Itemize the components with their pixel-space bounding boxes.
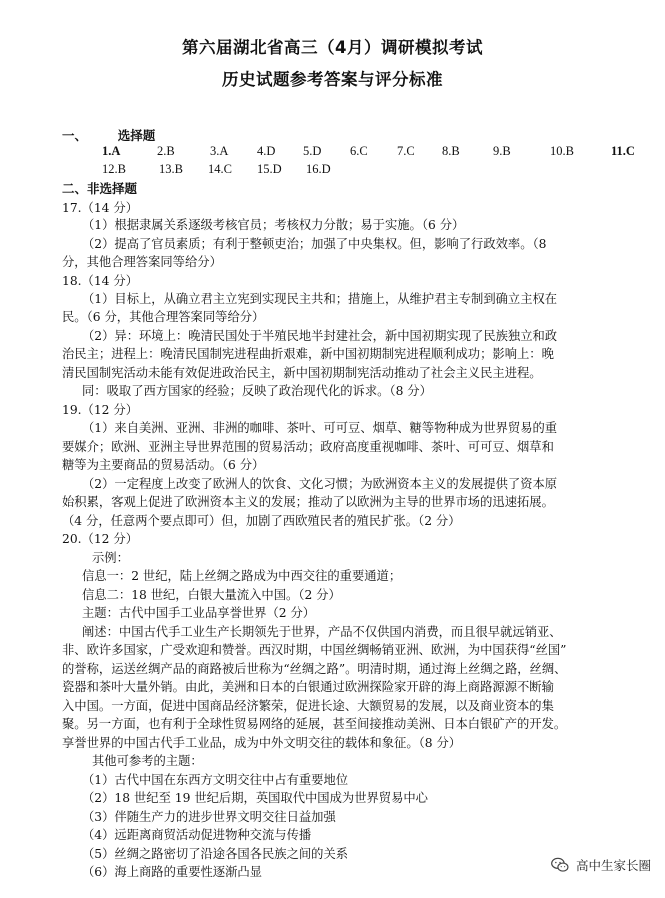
text-line: （1）根据隶属关系逐级考核官员；考核权力分散；易于实施。（6 分） bbox=[82, 218, 465, 232]
watermark-text: 高中生家长圈 bbox=[575, 858, 651, 873]
section-2-heading: 二、非选择题 bbox=[62, 181, 138, 196]
text-line: 清民国制宪活动未能有效促进政治民主，新中国初期制宪活动推动了社会主义民主进程。 bbox=[62, 366, 542, 380]
text-line: （4）远距离商贸活动促进物种交流与传播 bbox=[82, 828, 312, 842]
text-line: （2）提高了官员素质；有利于整顿吏治；加强了中央集权。但，影响了行政效率。（8 bbox=[82, 237, 547, 251]
text-line: 18.（14 分） bbox=[62, 274, 139, 288]
answer-item: 15.D bbox=[257, 162, 282, 176]
text-line: （2）18 世纪至 19 世纪后期，英国取代中国成为世界贸易中心 bbox=[82, 791, 428, 805]
answer-item: 7.C bbox=[397, 144, 415, 158]
text-line: （5）丝绸之路密切了沿途各国各民族之间的关系 bbox=[82, 847, 349, 861]
text-line: 示例： bbox=[92, 551, 129, 565]
text-line: 主题：古代中国手工业品享誉世界（2 分） bbox=[82, 606, 316, 620]
text-line: 要媒介；欧洲、亚洲主导世界范围的贸易活动；政府高度重视咖啡、茶叶、可可豆、烟草和 bbox=[62, 440, 554, 454]
answer-item: 14.C bbox=[208, 162, 232, 176]
section-1-label: 选择题 bbox=[117, 128, 156, 143]
text-line: 瓷器和茶叶大量外销。由此，美洲和日本的白银通过欧洲探险家开辟的海上商路源源不断输 bbox=[62, 680, 554, 694]
answer-item: 13.B bbox=[159, 162, 183, 176]
text-line: 17.（14 分） bbox=[62, 201, 139, 215]
text-line: （4 分，任意两个要点即可）但，加剧了西欧殖民者的殖民扩张。（2 分） bbox=[62, 514, 461, 528]
answer-item: 11.C bbox=[611, 144, 635, 158]
answer-item: 2.B bbox=[157, 144, 175, 158]
answer-item: 5.D bbox=[303, 144, 322, 158]
text-line: 信息二：18 世纪，白银大量流入中国。（2 分） bbox=[82, 588, 341, 602]
text-line: 享誉世界的中国古代手工业品，成为中外文明交往的载体和象征。（8 分） bbox=[62, 736, 462, 750]
document-subtitle: 历史试题参考答案与评分标准 bbox=[222, 70, 443, 89]
text-line: 信息一：2 世纪，陆上丝绸之路成为中西交往的重要通道； bbox=[82, 569, 402, 583]
text-line: 19.（12 分） bbox=[62, 403, 139, 417]
text-line: 入中国。一方面，促进中国商品经济繁荣，促进长途、大额贸易的发展，以及商业资本的集 bbox=[62, 699, 554, 713]
text-line: （6）海上商路的重要性逐渐凸显 bbox=[82, 865, 262, 879]
watermark bbox=[550, 855, 651, 875]
text-line: （1）古代中国在东西方文明交往中占有重要地位 bbox=[82, 773, 349, 787]
answer-item: 8.B bbox=[442, 144, 460, 158]
answer-item: 9.B bbox=[493, 144, 511, 158]
text-line: 始积累，客观上促进了欧洲资本主义的发展；推动了以欧洲为主导的世界市场的迅速拓展。 bbox=[62, 495, 554, 509]
text-line: 聚。另一方面，也有利于全球性贸易网络的延展，甚至间接推动美洲、日本白银矿产的开发。 bbox=[62, 717, 567, 731]
text-line: （1）来自美洲、亚洲、非洲的咖啡、茶叶、可可豆、烟草、糖等物种成为世界贸易的重 bbox=[82, 421, 558, 435]
text-line: 同：吸取了西方国家的经验；反映了政治现代化的诉求。（8 分） bbox=[82, 384, 432, 398]
text-line: 分，其他合理答案同等给分） bbox=[62, 255, 222, 269]
answer-item: 1.A bbox=[102, 144, 121, 158]
answer-item: 12.B bbox=[102, 162, 126, 176]
answer-item: 10.B bbox=[550, 144, 574, 158]
text-line: 民。（6 分，其他合理答案同等给分） bbox=[62, 310, 265, 324]
answer-item: 6.C bbox=[350, 144, 368, 158]
section-1-number: 一、 bbox=[62, 128, 88, 143]
answer-item: 4.D bbox=[257, 144, 276, 158]
text-line: 20.（12 分） bbox=[62, 532, 139, 546]
text-line: 阐述：中国古代手工业生产长期领先于世界，产品不仅供国内消费，而且很早就远销亚、 bbox=[82, 625, 562, 639]
text-line: 糖等为主要商品的贸易活动。（6 分） bbox=[62, 458, 265, 472]
text-line: （2）一定程度上改变了欧洲人的饮食、文化习惯；为欧洲资本主义的发展提供了资本原 bbox=[82, 477, 558, 491]
answer-item: 16.D bbox=[306, 162, 331, 176]
text-line: 的誉称，运送丝绸产品的商路被后世称为“丝绸之路”。明清时期，通过海上丝绸之路，丝绸、 bbox=[62, 662, 567, 676]
answer-item: 3.A bbox=[210, 144, 229, 158]
text-line: 非、欧许多国家，广受欢迎和赞誉。西汉时期，中国丝绸畅销亚洲、欧洲，为中国获得“丝国” bbox=[62, 643, 567, 657]
wechat-icon bbox=[550, 855, 570, 875]
text-line: 其他可参考的主题： bbox=[92, 754, 203, 768]
text-line: （3）伴随生产力的进步世界文明交往日益加强 bbox=[82, 810, 336, 824]
section-1-heading bbox=[62, 127, 647, 145]
text-line: （2）异：环境上：晚清民国处于半殖民地半封建社会，新中国初期实现了民族独立和政 bbox=[82, 329, 558, 343]
text-line: （1）目标上，从确立君主立宪到实现民主共和；措施上，从维护君主专制到确立主权在 bbox=[82, 292, 558, 306]
document-title: 第六届湖北省高三（4月）调研模拟考试 bbox=[182, 38, 483, 57]
text-line: 治民主；进程上：晚清民国制宪进程曲折艰难，新中国初期制宪进程顺利成功；影响上：晚 bbox=[62, 347, 554, 361]
